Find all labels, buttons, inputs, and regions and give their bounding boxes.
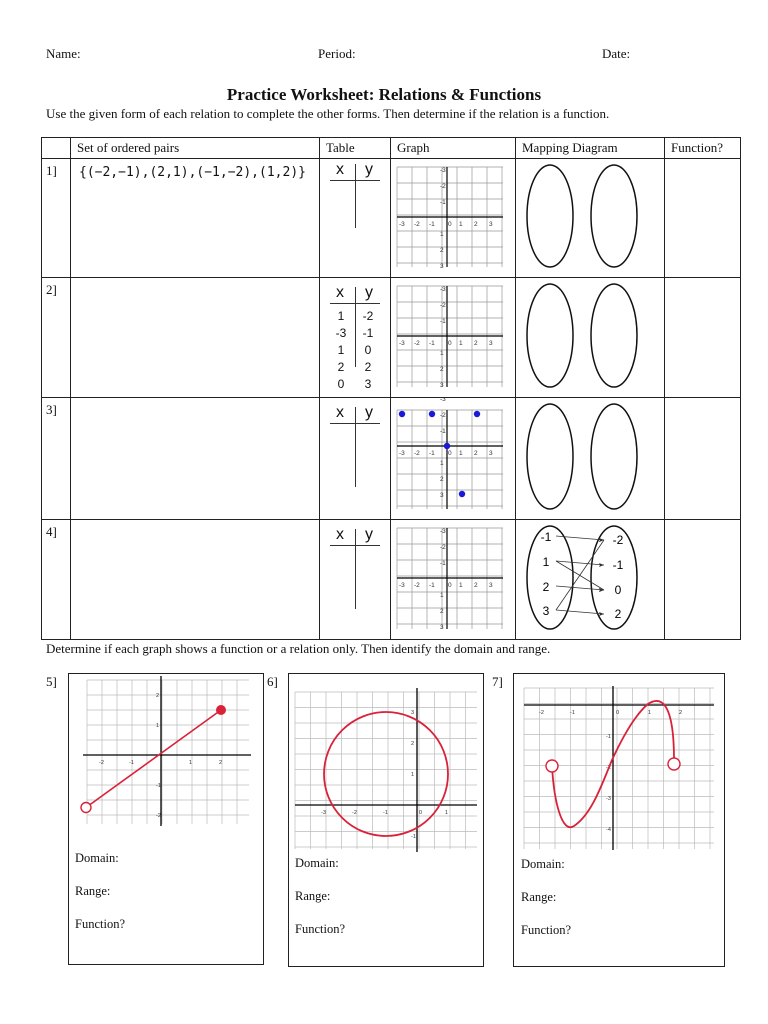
mapping-cell bbox=[516, 520, 665, 640]
tick-label: 0 bbox=[448, 582, 452, 589]
graph-cell bbox=[391, 398, 516, 520]
domain-oval bbox=[527, 404, 573, 509]
table-x-value: 1 bbox=[337, 309, 345, 323]
row-number: 1] bbox=[42, 159, 71, 278]
tick-label: -1 bbox=[440, 560, 446, 567]
tick-label: 2 bbox=[440, 366, 444, 373]
tick-label: -2 bbox=[99, 760, 104, 766]
domain-value: 3 bbox=[542, 604, 550, 618]
tick-label: -1 bbox=[129, 760, 134, 766]
tick-label: 1 bbox=[440, 592, 444, 599]
tick-label: 2 bbox=[440, 247, 444, 254]
row-number: 4] bbox=[42, 520, 71, 640]
worksheet-title: Practice Worksheet: Relations & Functions bbox=[226, 85, 542, 104]
xy-table bbox=[320, 398, 391, 520]
table-x-value: -3 bbox=[335, 326, 347, 340]
tick-label: 1 bbox=[156, 723, 160, 729]
tick-label: -1 bbox=[440, 199, 446, 206]
tick-label: 0 bbox=[448, 221, 452, 228]
table-divider bbox=[355, 287, 356, 367]
mapping-cell bbox=[516, 278, 665, 398]
tick-label: 1 bbox=[445, 810, 449, 816]
tick-label: -4 bbox=[606, 827, 611, 833]
tick-label: 2 bbox=[440, 476, 444, 483]
col-header-function: Function? bbox=[665, 138, 741, 159]
table-header-x: x bbox=[336, 526, 344, 543]
graph-5 bbox=[69, 674, 263, 844]
tick-label: 2 bbox=[411, 741, 415, 747]
tick-label: -3 bbox=[399, 450, 405, 457]
domain-oval bbox=[527, 284, 573, 387]
tick-label: -3 bbox=[399, 582, 405, 589]
range-value: 2 bbox=[614, 607, 622, 621]
tick-label: -3 bbox=[606, 796, 611, 802]
tick-label: -1 bbox=[570, 710, 575, 716]
plotted-point bbox=[399, 411, 405, 417]
ordered-pairs[interactable] bbox=[71, 278, 320, 398]
tick-label: -3 bbox=[399, 221, 405, 228]
plotted-point bbox=[444, 443, 450, 449]
problem-number: 7] bbox=[492, 674, 503, 689]
tick-label: -1 bbox=[429, 221, 435, 228]
name-label: Name: bbox=[46, 46, 81, 61]
table-y-value: -1 bbox=[362, 326, 374, 340]
tick-label: 3 bbox=[411, 710, 415, 716]
open-endpoint bbox=[81, 803, 91, 813]
tick-label: 1 bbox=[440, 460, 444, 467]
table-divider bbox=[355, 407, 356, 487]
tick-label: -1 bbox=[440, 318, 446, 325]
tick-label: -3 bbox=[440, 167, 446, 174]
open-endpoint bbox=[546, 760, 558, 772]
tick-label: -3 bbox=[440, 286, 446, 293]
section2-instructions: Determine if each graph shows a function or a relation only. Then identify the domain and range. bbox=[46, 641, 551, 656]
plotted-point bbox=[429, 411, 435, 417]
tick-label: -2 bbox=[440, 544, 446, 551]
graph-cell bbox=[391, 159, 516, 278]
function-label: Function? bbox=[75, 917, 125, 931]
tick-label: -3 bbox=[440, 398, 446, 403]
tick-label: -2 bbox=[440, 183, 446, 190]
header-blank bbox=[42, 138, 71, 159]
graph-cell bbox=[391, 278, 516, 398]
function-answer[interactable] bbox=[665, 278, 741, 398]
tick-label: 3 bbox=[489, 221, 493, 228]
tick-label: 1 bbox=[459, 340, 463, 347]
domain-label: Domain: bbox=[295, 856, 339, 870]
function-answer[interactable] bbox=[665, 520, 741, 640]
tick-label: 0 bbox=[419, 810, 423, 816]
tick-label: -2 bbox=[156, 813, 161, 819]
table-header-x: x bbox=[336, 404, 344, 421]
relations-table bbox=[41, 137, 741, 640]
tick-label: -2 bbox=[414, 450, 420, 457]
table-header-y: y bbox=[365, 526, 373, 543]
tick-label: 3 bbox=[440, 382, 444, 389]
ordered-pairs: {(−2,−1),(2,1),(−1,−2),(1,2)} bbox=[71, 159, 320, 278]
tick-label: 1 bbox=[440, 350, 444, 357]
tick-label: -3 bbox=[399, 340, 405, 347]
circle-curve bbox=[324, 712, 448, 836]
tick-label: -2 bbox=[414, 340, 420, 347]
tick-label: 1 bbox=[648, 710, 652, 716]
range-oval bbox=[591, 165, 637, 267]
tick-label: -1 bbox=[156, 783, 161, 789]
tick-label: 1 bbox=[459, 450, 463, 457]
tick-label: 1 bbox=[440, 231, 444, 238]
tick-label: 0 bbox=[448, 450, 452, 457]
col-header-graph: Graph bbox=[391, 138, 516, 159]
ordered-pairs[interactable] bbox=[71, 398, 320, 520]
tick-label: 2 bbox=[219, 760, 223, 766]
function-answer[interactable] bbox=[665, 398, 741, 520]
graph-6 bbox=[289, 674, 483, 854]
problem-7-box bbox=[513, 673, 725, 967]
tick-label: 2 bbox=[474, 582, 478, 589]
tick-label: 3 bbox=[489, 582, 493, 589]
table-header-y: y bbox=[365, 284, 373, 301]
problem-5-box bbox=[68, 673, 264, 965]
tick-label: -3 bbox=[440, 528, 446, 535]
row-number: 2] bbox=[42, 278, 71, 398]
problem-6-box bbox=[288, 673, 484, 967]
range-value: -2 bbox=[612, 533, 624, 547]
problem-number: 5] bbox=[46, 674, 57, 689]
tick-label: -2 bbox=[539, 710, 544, 716]
domain-value: -1 bbox=[540, 530, 552, 544]
mapping-cell bbox=[516, 159, 665, 278]
instructions: Use the given form of each relation to complete the other forms. Then determine if the relation is a function. bbox=[46, 106, 610, 121]
tick-label: 3 bbox=[489, 340, 493, 347]
tick-label: 3 bbox=[440, 492, 444, 499]
domain-value: 2 bbox=[542, 580, 550, 594]
tick-label: 2 bbox=[679, 710, 683, 716]
tick-label: -2 bbox=[414, 221, 420, 228]
range-label: Range: bbox=[75, 884, 111, 898]
table-y-value: 3 bbox=[364, 377, 372, 391]
mapping-arrow bbox=[556, 586, 604, 590]
function-label: Function? bbox=[295, 922, 345, 936]
period-label: Period: bbox=[318, 46, 356, 61]
tick-label: 2 bbox=[474, 450, 478, 457]
function-label: Function? bbox=[521, 923, 571, 937]
tick-label: -1 bbox=[429, 340, 435, 347]
col-header-table: Table bbox=[320, 138, 391, 159]
tick-label: -2 bbox=[352, 810, 357, 816]
tick-label: -1 bbox=[429, 450, 435, 457]
tick-label: -3 bbox=[321, 810, 326, 816]
table-header-x: x bbox=[336, 284, 344, 301]
tick-label: 0 bbox=[616, 710, 620, 716]
tick-label: 0 bbox=[448, 340, 452, 347]
table-x-value: 0 bbox=[337, 377, 345, 391]
table-divider bbox=[355, 529, 356, 609]
table-header-y: y bbox=[365, 404, 373, 421]
date-label: Date: bbox=[602, 46, 631, 61]
mapping-arrow bbox=[556, 540, 604, 610]
table-header-x: x bbox=[336, 161, 344, 178]
xy-table bbox=[320, 159, 391, 278]
tick-label: 3 bbox=[440, 263, 444, 270]
tick-label: 2 bbox=[440, 608, 444, 615]
tick-label: 2 bbox=[156, 693, 160, 699]
tick-label: 1 bbox=[459, 582, 463, 589]
tick-label: -1 bbox=[606, 734, 611, 740]
closed-endpoint bbox=[216, 705, 226, 715]
table-x-value: 1 bbox=[337, 343, 345, 357]
tick-label: 2 bbox=[474, 340, 478, 347]
domain-label: Domain: bbox=[521, 857, 565, 871]
row-number: 3] bbox=[42, 398, 71, 520]
table-y-value: -2 bbox=[362, 309, 374, 323]
function-answer[interactable] bbox=[665, 159, 741, 278]
table-y-value: 0 bbox=[364, 343, 372, 357]
plotted-point bbox=[474, 411, 480, 417]
tick-label: -1 bbox=[411, 834, 416, 840]
problem-number: 6] bbox=[267, 674, 278, 689]
tick-label: 3 bbox=[489, 450, 493, 457]
col-header-pairs: Set of ordered pairs bbox=[71, 138, 320, 159]
range-oval bbox=[591, 284, 637, 387]
tick-label: 3 bbox=[440, 624, 444, 631]
domain-oval bbox=[527, 165, 573, 267]
col-header-mapping: Mapping Diagram bbox=[516, 138, 665, 159]
table-y-value: 2 bbox=[364, 360, 372, 374]
table-x-value: 2 bbox=[337, 360, 345, 374]
range-value: -1 bbox=[612, 558, 624, 572]
tick-label: 1 bbox=[411, 772, 415, 778]
xy-table bbox=[320, 520, 391, 640]
mapping-arrow bbox=[556, 536, 604, 540]
range-label: Range: bbox=[295, 889, 331, 903]
range-value: 0 bbox=[614, 583, 622, 597]
domain-value: 1 bbox=[542, 555, 550, 569]
open-endpoint bbox=[668, 758, 680, 770]
table-divider bbox=[355, 164, 356, 228]
domain-label: Domain: bbox=[75, 851, 119, 865]
tick-label: -2 bbox=[606, 765, 611, 771]
tick-label: -1 bbox=[440, 428, 446, 435]
mapping-cell bbox=[516, 398, 665, 520]
tick-label: 1 bbox=[459, 221, 463, 228]
graph-cell bbox=[391, 520, 516, 640]
tick-label: 1 bbox=[189, 760, 193, 766]
tick-label: -2 bbox=[440, 412, 446, 419]
range-label: Range: bbox=[521, 890, 557, 904]
graph-7 bbox=[514, 674, 724, 854]
ordered-pairs[interactable] bbox=[71, 520, 320, 640]
range-oval bbox=[591, 404, 637, 509]
xy-table bbox=[320, 278, 391, 398]
plotted-point bbox=[459, 491, 465, 497]
line-segment bbox=[86, 710, 221, 808]
tick-label: -2 bbox=[440, 302, 446, 309]
mapping-arrow bbox=[556, 561, 604, 565]
tick-label: -2 bbox=[414, 582, 420, 589]
tick-label: -1 bbox=[383, 810, 388, 816]
table-header-y: y bbox=[365, 161, 373, 178]
tick-label: -1 bbox=[429, 582, 435, 589]
tick-label: 2 bbox=[474, 221, 478, 228]
